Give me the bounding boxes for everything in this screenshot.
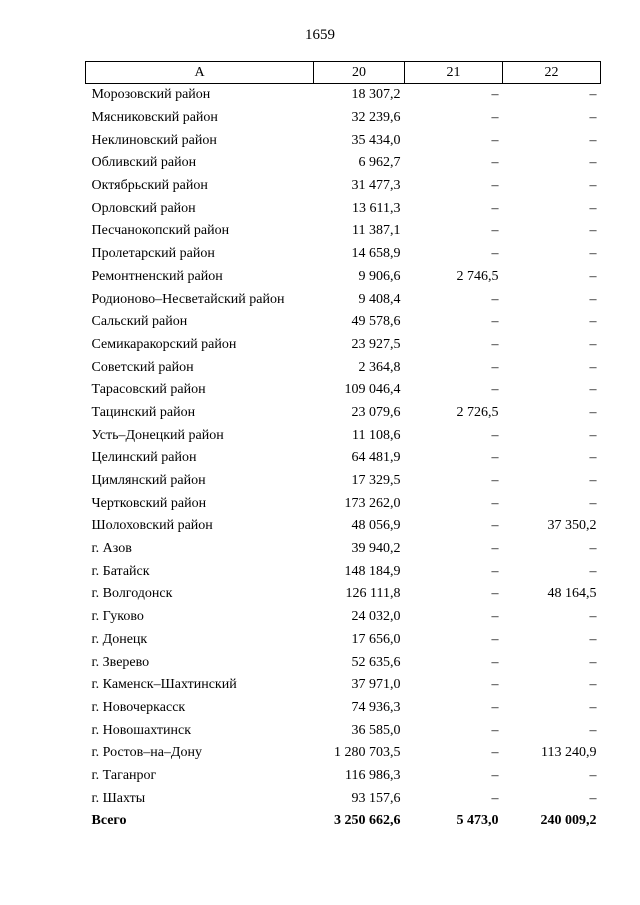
table-row [86, 243, 601, 266]
col-22-cell: – [589, 609, 597, 625]
col-20-cell: 24 032,0 [351, 609, 401, 625]
table-row [86, 402, 601, 425]
row-name-cell: Семикаракорский район [91, 336, 237, 352]
col-20-cell: 39 940,2 [351, 541, 401, 557]
row-name-cell: г. Каменск–Шахтинский [91, 677, 237, 693]
col-20-cell: 1 280 703,5 [334, 745, 401, 761]
row-name-cell: Морозовский район [91, 87, 211, 103]
table-row [86, 152, 601, 175]
table-row [86, 492, 601, 515]
col-20-cell: 93 157,6 [351, 790, 401, 806]
col-22-cell: 113 240,9 [541, 745, 597, 761]
col-20-cell: 6 962,7 [358, 155, 401, 171]
table-row [86, 765, 601, 788]
col-20-cell: 9 408,4 [358, 291, 401, 307]
col-22-cell: – [589, 246, 597, 262]
col-20-cell: 14 658,9 [351, 246, 401, 262]
col-21-cell: – [491, 609, 499, 625]
col-20-cell: 36 585,0 [351, 722, 401, 738]
col-21-cell: – [491, 699, 499, 715]
col-20-cell: 49 578,6 [351, 314, 401, 330]
col-22-cell: – [589, 178, 597, 194]
row-name-cell: Целинский район [91, 450, 197, 466]
row-name-cell: Тацинский район [91, 404, 196, 420]
col-22-cell: – [589, 268, 597, 284]
col-21-cell: – [491, 382, 499, 398]
col-20-cell: 74 936,3 [351, 699, 401, 715]
col-21-cell: – [491, 178, 499, 194]
col-21-cell: – [491, 541, 499, 557]
col-20-cell: 35 434,0 [351, 132, 401, 148]
table-row [86, 288, 601, 311]
col-21-cell: – [491, 586, 499, 602]
table-row [86, 470, 601, 493]
col-20-cell: 116 986,3 [345, 767, 401, 783]
col-21-cell: – [491, 631, 499, 647]
col-22-cell: 37 350,2 [547, 518, 597, 534]
col-22-cell: – [589, 291, 597, 307]
col-21-cell: – [491, 677, 499, 693]
row-name-cell: Мясниковский район [91, 110, 218, 126]
table-row [86, 129, 601, 152]
col-21-cell: – [491, 291, 499, 307]
col-21-cell: – [491, 110, 499, 126]
col-22-cell: – [589, 155, 597, 171]
row-name-cell: г. Шахты [91, 790, 146, 806]
row-name-cell: г. Ростов–на–Дону [91, 745, 202, 761]
row-name-cell: Пролетарский район [91, 246, 215, 262]
col-22-cell: – [589, 427, 597, 443]
row-name-cell: г. Зверево [91, 654, 150, 670]
col-21-cell: – [491, 518, 499, 534]
row-name-cell: г. Гуково [91, 609, 144, 625]
col-20-cell: 126 111,8 [345, 586, 401, 602]
col-21-cell: – [491, 473, 499, 489]
col-22-cell: – [589, 87, 597, 103]
row-name-cell: г. Азов [91, 541, 132, 557]
col-21-cell: – [491, 336, 499, 352]
col-21-cell: – [491, 790, 499, 806]
col-21-cell: – [491, 223, 499, 239]
row-name-cell: Орловский район [91, 200, 196, 216]
table-row [86, 84, 601, 107]
table-row [86, 447, 601, 470]
table-row [86, 197, 601, 220]
col-22-cell: – [589, 314, 597, 330]
col-22-cell: – [589, 132, 597, 148]
col-21-cell: – [491, 246, 499, 262]
col-22-cell: – [589, 110, 597, 126]
header-col-a: А [86, 62, 314, 84]
col-20-cell: 52 635,6 [351, 654, 401, 670]
col-20-cell: 2 364,8 [358, 359, 401, 375]
row-name-cell: Сальский район [91, 314, 188, 330]
col-20-cell: 17 329,5 [351, 473, 401, 489]
table-row [86, 379, 601, 402]
col-22-cell: – [589, 359, 597, 375]
col-22-cell: 48 164,5 [547, 586, 597, 602]
table-row [86, 674, 601, 697]
table-row [86, 175, 601, 198]
table-row [86, 515, 601, 538]
row-name-cell: Песчанокопский район [91, 223, 230, 239]
header-col-21: 21 [405, 62, 503, 84]
header-row [86, 62, 601, 84]
row-name-cell: Ремонтненский район [91, 268, 223, 284]
col-20-cell: 18 307,2 [351, 87, 401, 103]
col-22-cell: – [589, 677, 597, 693]
row-name-cell: Октябрьский район [91, 178, 208, 194]
table-row [86, 220, 601, 243]
col-22-cell: – [589, 473, 597, 489]
row-name-cell: г. Батайск [91, 563, 150, 579]
col-21-cell: – [491, 314, 499, 330]
col-20-cell: 109 046,4 [344, 382, 401, 398]
table-header [86, 62, 601, 84]
data-table [85, 61, 601, 833]
col-22-cell: – [589, 200, 597, 216]
col-21-cell: – [491, 495, 499, 511]
col-21-cell: – [491, 87, 499, 103]
col-21-cell: – [491, 563, 499, 579]
col-22-cell: – [589, 495, 597, 511]
col-21-cell: – [491, 722, 499, 738]
col-20-cell: 148 184,9 [344, 563, 401, 579]
row-name-cell: г. Таганрог [91, 767, 157, 783]
row-name-cell: Тарасовский район [91, 382, 206, 398]
col-22-cell: – [589, 223, 597, 239]
table-row [86, 356, 601, 379]
col-21-cell: – [491, 745, 499, 761]
col-22-cell: – [589, 699, 597, 715]
row-name-cell: Чертковский район [91, 495, 207, 511]
row-name-cell: Родионово–Несветайский район [91, 291, 285, 307]
col-22-cell: – [589, 790, 597, 806]
col-20-cell: 173 262,0 [344, 495, 401, 511]
col-21-cell: – [491, 654, 499, 670]
table-body [86, 84, 601, 833]
col-21-cell: – [491, 200, 499, 216]
table-row [86, 583, 601, 606]
col-22-cell: – [589, 450, 597, 466]
header-col-22: 22 [503, 62, 601, 84]
row-name-cell: Шолоховский район [91, 518, 213, 534]
col-21-cell: – [491, 450, 499, 466]
row-name-cell: Цимлянский район [91, 473, 206, 489]
row-name-cell: г. Волгодонск [91, 586, 173, 602]
total-row [86, 810, 601, 833]
col-22-cell: – [589, 541, 597, 557]
col-20-cell: 32 239,6 [351, 110, 401, 126]
row-name-cell: Усть–Донецкий район [91, 427, 224, 443]
col-22-cell: – [589, 767, 597, 783]
table-row [86, 334, 601, 357]
col-20-cell: 11 108,6 [352, 427, 401, 443]
table-row [86, 424, 601, 447]
col-21-cell: – [491, 767, 499, 783]
row-name-cell: г. Новочеркасск [91, 699, 186, 715]
row-name-cell: г. Донецк [91, 631, 148, 647]
col-22-cell: – [589, 336, 597, 352]
col-20-cell: 64 481,9 [351, 450, 401, 466]
col-20-cell: 31 477,3 [351, 178, 401, 194]
col-22-cell: 240 009,2 [540, 813, 597, 829]
table-row [86, 651, 601, 674]
col-20-cell: 48 056,9 [351, 518, 401, 534]
table-row [86, 266, 601, 289]
col-21-cell: – [491, 359, 499, 375]
table-row [86, 560, 601, 583]
col-22-cell: – [589, 654, 597, 670]
row-name-cell: Обливский район [91, 155, 197, 171]
table-row [86, 719, 601, 742]
table-row [86, 107, 601, 130]
col-20-cell: 17 656,0 [351, 631, 401, 647]
col-22-cell: – [589, 382, 597, 398]
table-row [86, 787, 601, 810]
table-row [86, 697, 601, 720]
col-21-cell: – [491, 155, 499, 171]
col-21-cell: – [491, 427, 499, 443]
col-22-cell: – [589, 631, 597, 647]
table-row [86, 629, 601, 652]
col-22-cell: – [589, 563, 597, 579]
col-21-cell: 5 473,0 [456, 813, 499, 829]
page-number: 1659 [305, 27, 335, 43]
header-col-20: 20 [314, 62, 405, 84]
col-22-cell: – [589, 404, 597, 420]
col-22-cell: – [589, 722, 597, 738]
col-20-cell: 11 387,1 [352, 223, 401, 239]
col-21-cell: – [491, 132, 499, 148]
table-row [86, 606, 601, 629]
col-20-cell: 9 906,6 [358, 268, 401, 284]
col-20-cell: 13 611,3 [352, 200, 401, 216]
col-20-cell: 3 250 662,6 [334, 813, 401, 829]
row-name-cell: Советский район [91, 359, 194, 375]
row-name-cell: г. Новошахтинск [91, 722, 192, 738]
col-21-cell: 2 746,5 [456, 268, 499, 284]
col-20-cell: 23 927,5 [351, 336, 401, 352]
col-20-cell: 37 971,0 [351, 677, 401, 693]
table-row [86, 742, 601, 765]
row-name-cell: Неклиновский район [91, 132, 217, 148]
table-row [86, 311, 601, 334]
col-20-cell: 23 079,6 [351, 404, 401, 420]
col-21-cell: 2 726,5 [456, 404, 499, 420]
row-name-cell: Всего [91, 813, 127, 829]
table-row [86, 538, 601, 561]
